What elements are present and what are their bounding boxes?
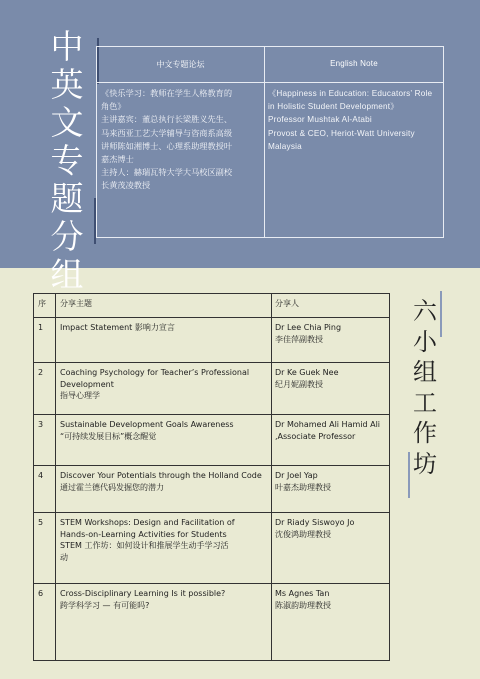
speaker-line: Dr Lee Chia Ping [275,323,342,332]
row-number: 1 [38,323,44,332]
forum-title-char: 英 [50,65,84,104]
row-divider [34,414,389,415]
topic-line: STEM Workshops: Design and Facilitation of [60,518,235,527]
forum-line: 《快乐学习：教师在学生人格教育的 [101,88,233,98]
topic-line: “可持续发展目标”概念醒觉 [60,431,157,441]
row-divider [34,583,389,584]
speaker-line: ,Associate Professor [275,431,356,441]
row-topic [60,470,269,493]
forum-line: 主持人：赫瑞瓦特大学大马校区副校 [101,167,233,178]
header-speaker: 分享人 [275,299,299,308]
row-speaker [275,367,387,390]
workshop-title-char: 作 [413,419,437,447]
column-divider [55,294,56,660]
topic-line: 跨学科学习 — 有可能吗? [60,600,150,610]
forum-line: 主讲嘉宾：董总执行长梁胜义先生、 [101,114,233,125]
topic-line: Sustainable Development Goals Awareness [60,420,234,429]
workshop-table [33,293,390,661]
topic-line: 通过霍兰德代码发掘您的潜力 [60,482,164,492]
row-topic [60,517,269,563]
row-divider [34,465,389,466]
row-topic [60,322,269,334]
forum-line: Professor Mushtak Al-Atabi [268,115,372,125]
row-divider [34,317,389,318]
row-speaker [275,470,387,493]
forum-title-char: 文 [50,103,84,142]
topic-line: STEM 工作坊：如何设计和推展学生动手学习活 [60,541,229,551]
forum-title-char: 题 [50,179,84,218]
speaker-line: 沈俊鸿助理教授 [275,529,331,539]
forum-line: 《Happiness in Education: Educators’ Role [268,89,433,98]
row-topic [60,367,269,402]
topic-line: Development [60,379,114,389]
workshop-title-char: 小 [413,327,437,356]
forum-line: 讲师陈如湘博士、心理系助理教授叶 [101,140,233,151]
workshop-title-char: 工 [413,388,437,417]
header-topic: 分享主题 [60,299,92,308]
forum-cn-content [101,87,263,193]
row-number: 2 [38,368,44,377]
side-accent-bar [440,291,442,337]
row-speaker [275,588,387,611]
forum-header-cn: 中文专题论坛 [156,60,205,69]
forum-line: in Holistic Student Development》 [268,102,399,112]
forum-vertical-title [47,28,87,294]
workshop-title-char: 组 [413,358,437,386]
speaker-line: 纪月妮副教授 [275,379,323,389]
forum-line: 角色》 [101,101,126,112]
forum-line: 长黄茂凌教授 [101,180,151,191]
speaker-line: 李佳萍副教授 [275,334,323,344]
forum-table-header-line [97,82,443,83]
forum-title-char: 专 [50,141,84,180]
forum-en-content [268,87,442,153]
topic-line: Hands-on-Learning Activities for Students [60,529,227,539]
topic-line: Discover Your Potentials through the Holland Code [60,471,262,480]
row-divider [34,362,389,363]
forum-line: Provost & CEO, Heriot-Watt University [268,128,415,138]
row-topic [60,419,269,442]
forum-header-en: English Note [330,59,378,68]
topic-line: Cross-Disciplinary Learning Is it possible? [60,589,226,598]
speaker-line: 叶嘉杰助理教授 [275,482,331,492]
row-number: 4 [38,471,44,480]
speaker-line: Dr Ke Guek Nee [275,368,339,377]
row-speaker [275,517,387,540]
topic-line: 指导心理学 [60,391,100,401]
forum-line: 马来西亚工艺大学辅导与咨商系高级 [101,127,233,138]
speaker-line: Dr Joel Yap [275,471,318,480]
topic-line: 动 [60,552,68,562]
workshop-vertical-title [410,296,440,479]
row-number: 6 [38,589,44,598]
workshop-title-char: 坊 [413,449,437,478]
row-divider [34,512,389,513]
row-speaker [275,322,387,345]
speaker-line: Dr Riady Siswoyo Jo [275,518,355,527]
forum-title-char: 组 [50,255,84,294]
forum-title-char: 分 [50,217,84,256]
speaker-line: Dr Mohamed Ali Hamid Ali [275,420,381,429]
forum-line: 嘉杰博士 [101,154,134,165]
forum-table [96,46,444,238]
topic-line: Coaching Psychology for Teacher’s Professional [60,368,250,377]
column-divider [271,294,272,660]
row-number: 5 [38,518,44,527]
header-no: 序 [38,299,46,308]
row-topic [60,588,269,611]
workshop-title-char: 六 [413,297,437,325]
speaker-line: 陈淑韵助理教授 [275,600,331,610]
row-number: 3 [38,420,44,429]
forum-table-divider [264,47,265,237]
speaker-line: Ms Agnes Tan [275,589,330,598]
forum-line: Malaysia [268,141,302,151]
topic-line: Impact Statement 影响力宣言 [60,323,175,332]
row-speaker [275,419,387,442]
forum-title-char: 中 [50,27,84,66]
